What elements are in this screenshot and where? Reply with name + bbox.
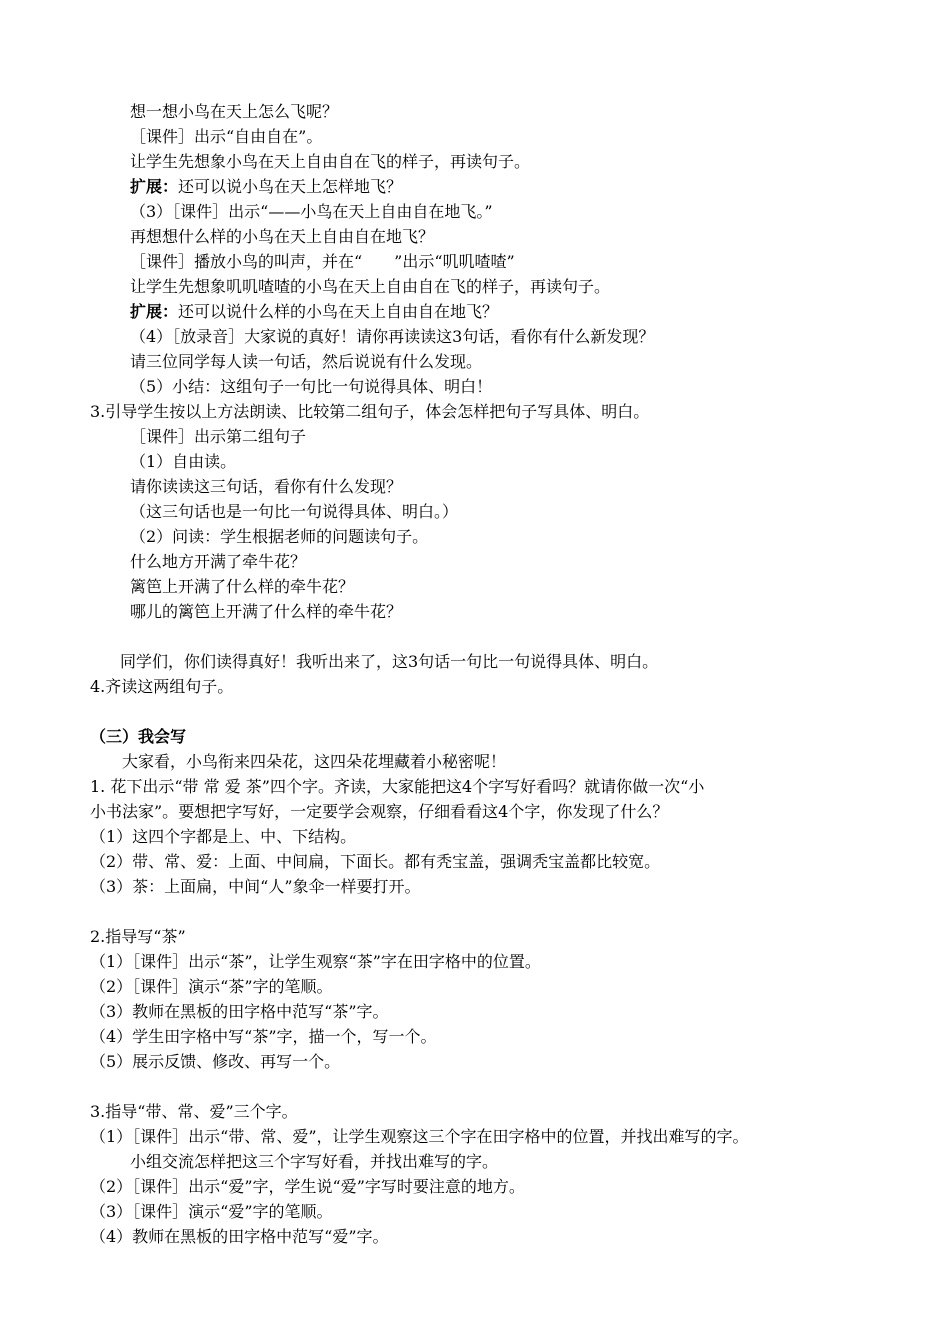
text-line: 请你读读这三句话，看你有什么发现？ (130, 477, 403, 496)
text-line: ［课件］出示“自由自在”。 (130, 127, 323, 146)
text-line: 大家看，小鸟衔来四朵花，这四朵花埋藏着小秘密呢！ (122, 752, 507, 771)
text-line: （3）［课件］演示“爱”字的笔顺。 (90, 1202, 333, 1221)
text-content: 还可以说什么样的小鸟在天上自由自在地飞？ (178, 302, 499, 321)
text-line: 篱笆上开满了什么样的牵牛花？ (130, 577, 355, 596)
text-line: （1）自由读。 (130, 452, 237, 471)
text-line: （2）问读：学生根据老师的问题读句子。 (130, 527, 429, 546)
text-line: 4.齐读这两组句子。 (90, 677, 234, 696)
text-line: （1）［课件］出示“带、常、爱”，让学生观察这三个字在田字格中的位置，并找出难写的字。 (90, 1127, 749, 1146)
text-line: 小书法家”。要想把字写好，一定要学会观察，仔细看看这4个字，你发现了什么？ (90, 802, 669, 821)
text-line: 3.指导“带、常、爱”三个字。 (90, 1102, 298, 1121)
text-line: 同学们，你们读得真好！我听出来了，这3句话一句比一句说得具体、明白。 (120, 652, 659, 671)
emphasis-label: 扩展： (130, 302, 179, 321)
text-line: 1. 花下出示“带 常 爱 茶”四个字。齐读，大家能把这4个字写好看吗？就请你做一次“小 (90, 777, 705, 796)
text-line: （4）学生田字格中写“茶”字，描一个，写一个。 (90, 1027, 437, 1046)
text-line: （2）［课件］出示“爱”字，学生说“爱”字写时要注意的地方。 (90, 1177, 525, 1196)
text-line: （这三句话也是一句比一句说得具体、明白。） (130, 502, 459, 521)
text-line: 2.指导写“茶” (90, 927, 186, 946)
emphasis-label: 扩展： (130, 177, 179, 196)
text-line: 让学生先想象叽叽喳喳的小鸟在天上自由自在飞的样子，再读句子。 (130, 277, 611, 296)
text-line: （1）［课件］出示“茶”，让学生观察“茶”字在田字格中的位置。 (90, 952, 541, 971)
text-line: 什么地方开满了牵牛花？ (130, 552, 307, 571)
text-line: （3）茶：上面扁，中间“人”象伞一样要打开。 (90, 877, 421, 896)
text-line: ［课件］出示第二组句子 (130, 427, 307, 446)
text-line: 小组交流怎样把这三个字写好看，并找出难写的字。 (130, 1152, 499, 1171)
text-line: 让学生先想象小鸟在天上自由自在飞的样子，再读句子。 (130, 152, 531, 171)
section-heading: （三）我会写 (90, 727, 187, 746)
text-content: 还可以说小鸟在天上怎样地飞？ (178, 177, 403, 196)
text-line: （2）［课件］演示“茶”字的笔顺。 (90, 977, 333, 996)
text-line: （3）教师在黑板的田字格中范写“茶”字。 (90, 1002, 389, 1021)
text-line: （5）展示反馈、修改、再写一个。 (90, 1052, 341, 1071)
text-line (130, 175, 402, 199)
text-line: 哪儿的篱笆上开满了什么样的牵牛花？ (130, 602, 403, 621)
text-line: （5）小结：这组句子一句比一句说得具体、明白！ (130, 377, 493, 396)
text-line: （2）带、常、爱：上面、中间扁，下面长。都有秃宝盖，强调秃宝盖都比较宽。 (90, 852, 661, 871)
text-line: 想一想小鸟在天上怎么飞呢？ (130, 102, 339, 121)
text-line: （1）这四个字都是上、中、下结构。 (90, 827, 357, 846)
text-line: （4）［放录音］大家说的真好！请你再读读这3句话，看你有什么新发现？ (130, 327, 655, 346)
text-line: （4）教师在黑板的田字格中范写“爱”字。 (90, 1227, 389, 1246)
text-line: 再想想什么样的小鸟在天上自由自在地飞？ (130, 227, 435, 246)
text-line: （3）［课件］出示“——小鸟在天上自由自在地飞。” (130, 202, 493, 221)
text-line: 3.引导学生按以上方法朗读、比较第二组句子，体会怎样把句子写具体、明白。 (90, 402, 650, 421)
text-line (130, 300, 498, 324)
text-line: ［课件］播放小鸟的叫声，并在“ ”出示“叽叽喳喳” (130, 252, 515, 271)
text-line: 请三位同学每人读一句话，然后说说有什么发现。 (130, 352, 483, 371)
